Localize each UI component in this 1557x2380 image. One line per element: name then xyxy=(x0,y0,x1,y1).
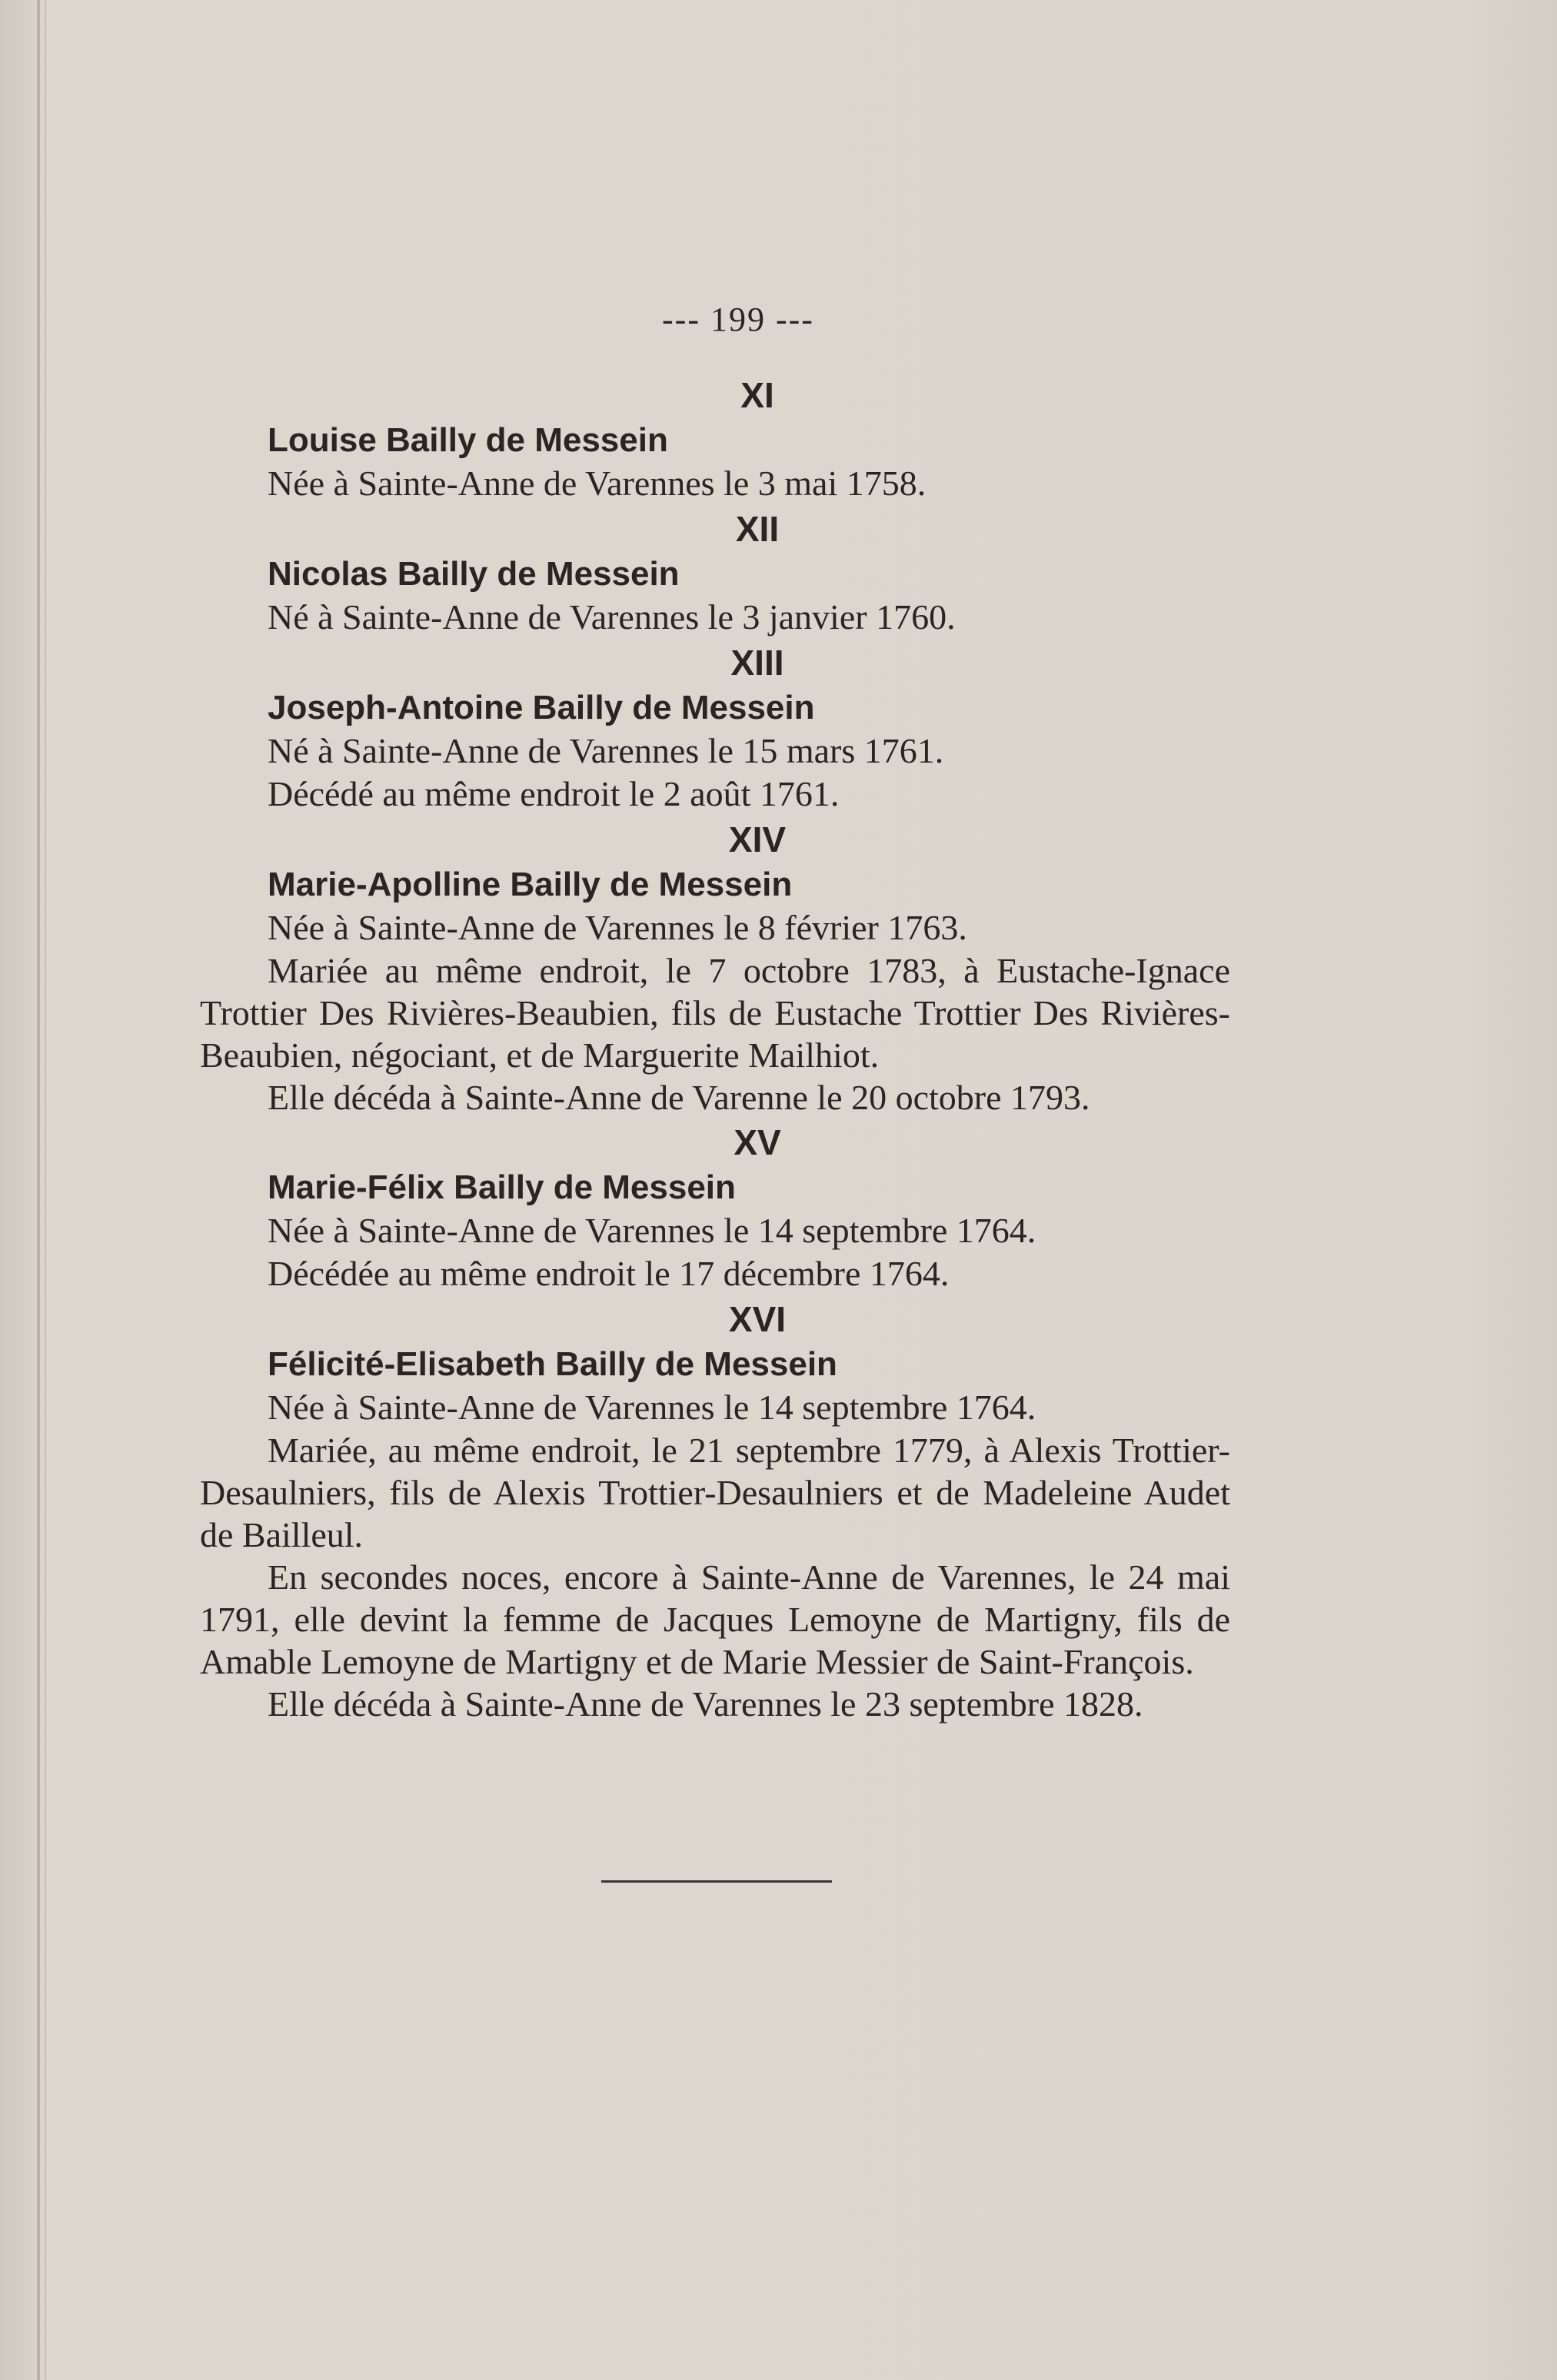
entry-name: Joseph-Antoine Bailly de Messein xyxy=(268,689,815,726)
entry-numeral: XIV xyxy=(728,819,787,859)
entry-xi xyxy=(200,371,1230,505)
entry-numeral: XV xyxy=(734,1122,781,1162)
entry-paragraph: Mariée, au même endroit, le 21 septembre 1779, à Alexis Trottier-Desaulniers, fils de Alexis Trottier-Desaulniers et de Madeleine Audet de Bailleul. xyxy=(200,1431,1230,1554)
entry-line: Décédée au même endroit le 17 décembre 1764. xyxy=(268,1254,950,1293)
entry-xvi xyxy=(200,1295,1230,1725)
entry-line: Née à Sainte-Anne de Varennes le 14 septembre 1764. xyxy=(268,1211,1036,1250)
entry-numeral: XIII xyxy=(730,643,784,683)
entry-paragraph: Elle décéda à Sainte-Anne de Varennes le 23 septembre 1828. xyxy=(268,1684,1143,1724)
section-end-rule xyxy=(601,1880,832,1883)
entry-line: Né à Sainte-Anne de Varennes le 15 mars 1761. xyxy=(268,731,944,770)
entry-paragraph: Mariée au même endroit, le 7 octobre 1783, à Eustache-Ignace Trottier Des Rivières-Beaubien, fils de Eustache Trottier Des Rivières-Beaubien, négociant, et de Marguerite Mailhiot. xyxy=(200,951,1230,1075)
entry-paragraph: Elle décéda à Sainte-Anne de Varenne le 20 octobre 1793. xyxy=(268,1078,1090,1117)
entry-name: Louise Bailly de Messein xyxy=(268,421,668,459)
entry-xiv xyxy=(200,816,1230,1119)
entry-numeral: XI xyxy=(740,375,774,415)
entry-numeral: XII xyxy=(735,509,780,549)
entry-xiii xyxy=(200,639,1230,816)
entry-name: Nicolas Bailly de Messein xyxy=(268,555,680,593)
page-number: --- 199 --- xyxy=(662,301,814,338)
entry-paragraph: En secondes noces, encore à Sainte-Anne de Varennes, le 24 mai 1791, elle devint la femme de Jacques Lemoyne de Martigny, fils de Amable Lemoyne de Martigny et de Marie Messier de Saint-François. xyxy=(200,1557,1230,1681)
entry-numeral: XVI xyxy=(728,1299,787,1339)
entry-name: Marie-Félix Bailly de Messein xyxy=(268,1168,736,1206)
entry-line: Né à Sainte-Anne de Varennes le 3 janvier 1760. xyxy=(268,597,956,637)
entry-xii xyxy=(200,505,1230,639)
entry-name: Félicité-Elisabeth Bailly de Messein xyxy=(268,1345,837,1383)
entry-xv xyxy=(200,1119,1230,1295)
entry-name: Marie-Apolline Bailly de Messein xyxy=(268,866,793,903)
text-block xyxy=(200,300,1230,1725)
entry-line: Née à Sainte-Anne de Varennes le 3 mai 1758. xyxy=(268,464,927,503)
binding-gutter xyxy=(37,0,40,2380)
entry-line: Née à Sainte-Anne de Varennes le 8 février 1763. xyxy=(268,908,967,947)
binding-gutter-shadow xyxy=(45,0,46,2380)
entry-line: Née à Sainte-Anne de Varennes le 14 septembre 1764. xyxy=(268,1388,1036,1427)
entry-line: Décédé au même endroit le 2 août 1761. xyxy=(268,774,840,813)
